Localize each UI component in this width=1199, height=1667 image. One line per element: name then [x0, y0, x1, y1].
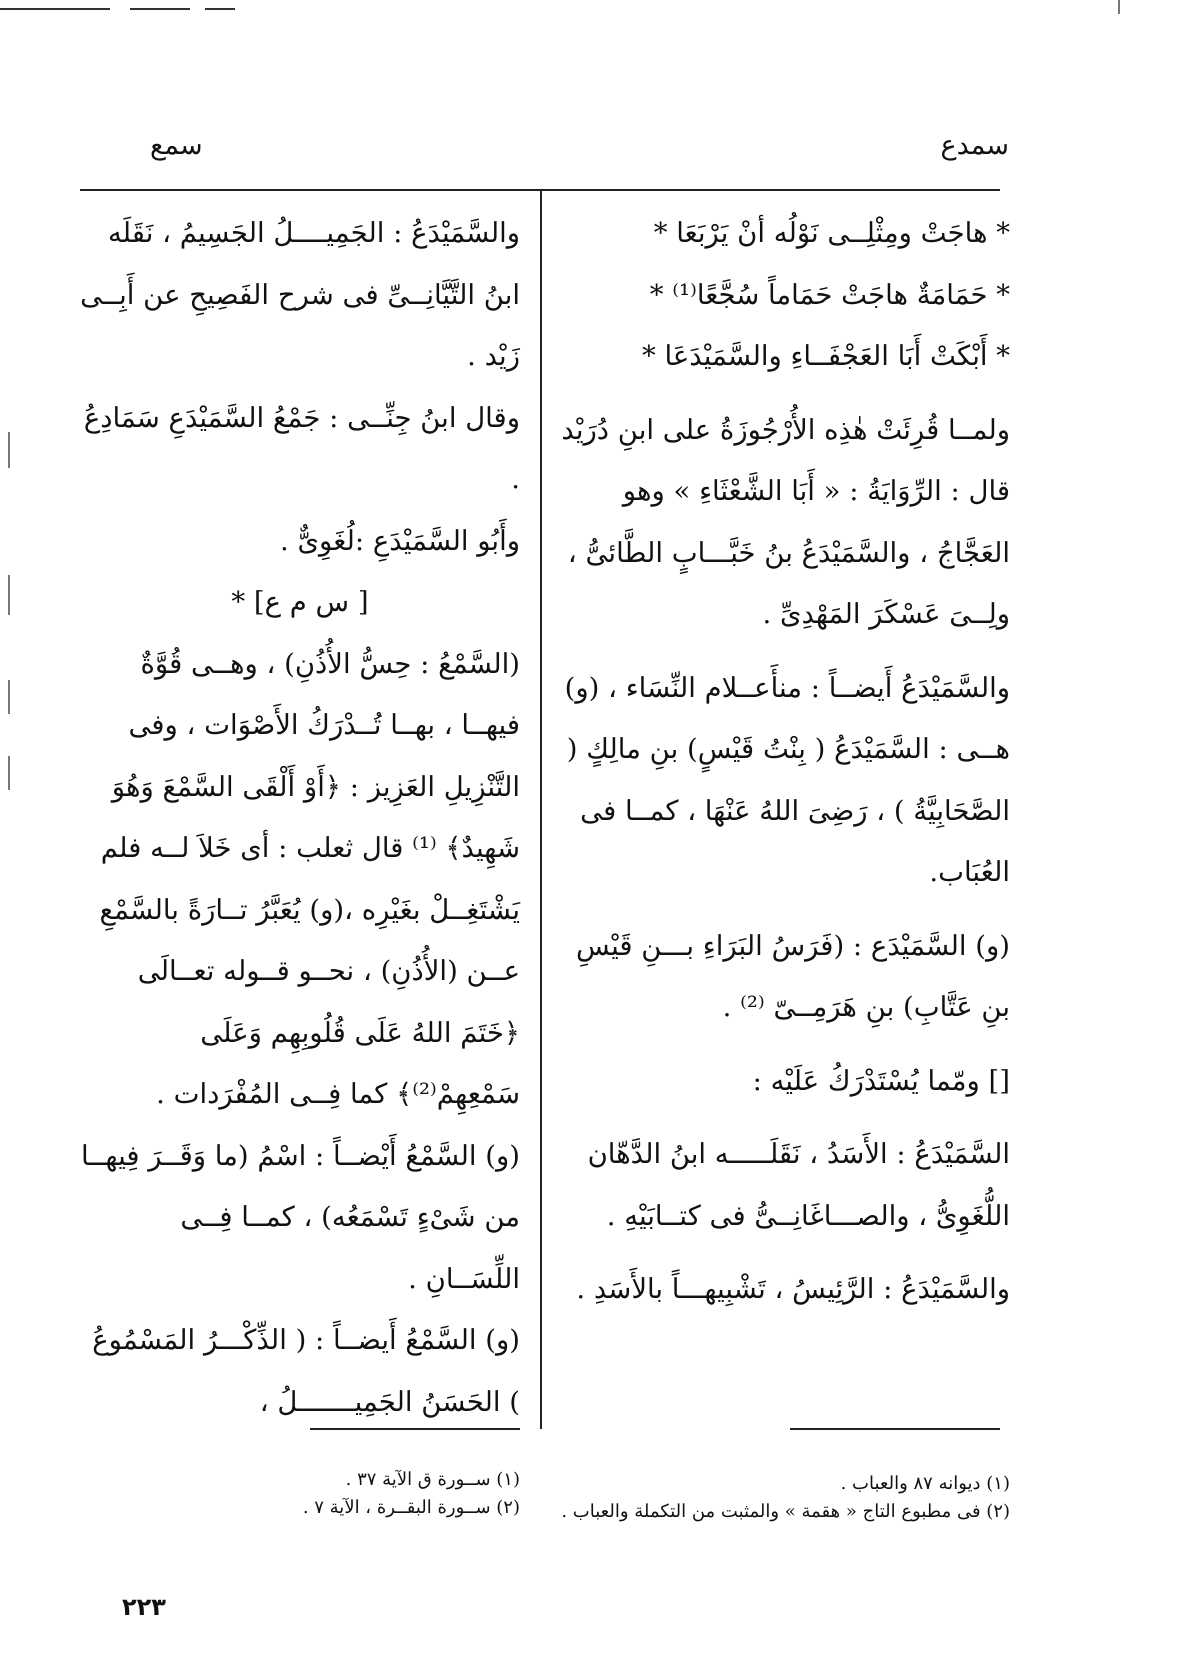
- left-column: [80, 203, 520, 1433]
- footnotes-right: [560, 1470, 1010, 1526]
- paragraph: والسَّمَيْدَعُ : الرَّئِيسُ ، تَشْبِيهـــاً بالأَسَدِ .: [576, 1273, 1010, 1305]
- paragraph: (السَّمْعُ : حِسُّ الأُذُنِ) ، وهــى قُوَّةٌ فيهــا ، بهــا تُــدْرَكُ الأَصْوَات ، وفى التَّنْزِيلِ العَزِيز : ﴿أَوْ أَلْقَى السَّمْعَ وَهُوَ شَهِيدٌ﴾ ⁽¹⁾ قال ثعلب : أى خَلاَ لــه فلم يَشْتَغِــلْ بغَيْرِه ،(و) يُعَبَّرُ تــارَةً بالسَّمْعِ عــن (الأُذُنِ) ، نحــو قــوله تعــالَى ﴿خَتَمَ اللهُ عَلَى قُلُوبِهِم وَعَلَى سَمْعِهِمْ⁽²⁾﴾ كما فِــى المُفْرَدات .: [99, 647, 520, 1110]
- footnote-rule: [790, 1428, 1000, 1430]
- section-heading: [] ومّما يُسْتَدْرَكُ عَلَيْه :: [752, 1064, 1010, 1097]
- paragraph: (و) السَّمْعُ أَيْضــاً : اسْمُ (ما وَقَــرَ فِيهــا من شَىْءٍ تَسْمَعُه) ، كمــا فِــى اللِّسَــانِ .: [80, 1139, 520, 1295]
- entry-heading: [ س م ع] *: [231, 586, 369, 618]
- footnote: (٢) فى مطبوع التاج « هقمة » والمثبت من التكملة والعباب .: [561, 1501, 1010, 1522]
- verse-line: * هاجَتْ ومِثْلِــى نَوْلُه أنْ يَرْبَعَا *: [653, 217, 1010, 249]
- scan-edge-mark: [8, 575, 10, 615]
- column-divider: [540, 189, 542, 1429]
- paragraph: وقال ابنُ جِنِّــى : جَمْعُ السَّمَيْدَعِ سَمَادِعُ .: [83, 401, 520, 495]
- paragraph: السَّمَيْدَعُ : الأَسَدُ ، نَقَلَـــــه ابنُ الدَّهّان اللُّغَوِىُّ ، والصـــاغَانِــىُّ فى كتــابَيْهِ .: [587, 1138, 1010, 1232]
- footnote: (٢) ســورة البقــرة ، الآية ٧ .: [302, 1497, 520, 1518]
- paragraph: (و) السَّمْعُ أَيضــاً : ( الذِّكْـــرُ المَسْمُوعُ ) الحَسَنُ الجَمِيـــــــلُ ،: [92, 1324, 520, 1418]
- scan-edge-mark: [8, 432, 10, 468]
- footnote-rule: [310, 1428, 520, 1430]
- scan-edge-mark: [1118, 0, 1120, 14]
- paragraph: والسَّمَيْدَعُ : الجَمِيــــلُ الجَسِيمُ ، نَقَلَه ابنُ التَّيَّانِــىِّ فى شرح الفَصِيحِ عن أَبِــى زَيْد .: [80, 217, 520, 372]
- verse-line: * حَمَامَةٌ هاجَتْ حَمَاماً سُجَّعًا⁽¹⁾ *: [649, 278, 1010, 311]
- page-number: ٢٢٣: [122, 1593, 166, 1621]
- scan-edge-mark: [8, 756, 10, 790]
- footnote: (١) ســورة ق الآية ٣٧ .: [345, 1469, 520, 1490]
- paragraph: ولمــا قُرِئَتْ هٰذِه الأُرْجُوزَةُ على ابنِ دُرَيْد قال : الرِّوَايَةُ : « أَبَا الشَّعْثَاءِ » وهو العَجَّاجُ ، والسَّمَيْدَعُ بنُ خَبَّـــابٍ الطَّائىُّ ، ولِــىَ عَسْكَرَ المَهْدِىِّ .: [561, 413, 1010, 630]
- scan-mark: [0, 8, 110, 10]
- footnotes-left: [180, 1466, 520, 1522]
- paragraph: وأَبُو السَّمَيْدَعِ :لُغَوِىٌّ .: [280, 524, 520, 557]
- scan-mark: [130, 8, 190, 10]
- running-header-left: سمع: [150, 130, 203, 161]
- scan-mark: [205, 8, 235, 10]
- scan-edge-mark: [8, 680, 10, 714]
- paragraph: والسَّمَيْدَعُ أَيضــاً : منأَعــلام النِّسَاء ، (و) هــى : السَّمَيْدَعُ ( بِنْتُ قَيْسٍ) بنِ مالِكٍ ( الصَّحَابِيَّةُ ) ، رَضِىَ اللهُ عَنْهَا ، كمــا فى العُبَاب.: [564, 671, 1010, 888]
- right-column: [560, 203, 1010, 1321]
- paragraph: (و) السَّمَيْدَع : (فَرَسُ البَرَاءِ بـــنِ قَيْسِ بنِ عَتَّابِ) بنِ هَرَمِــىّ ⁽²⁾ .: [576, 929, 1010, 1023]
- footnote: (١) ديوانه ٨٧ والعباب .: [840, 1473, 1010, 1494]
- running-header-right: سمدع: [940, 130, 1009, 161]
- verse-line: * أَبْكَتْ أَبَا العَجْفَــاءِ والسَّمَيْدَعَا *: [642, 340, 1010, 372]
